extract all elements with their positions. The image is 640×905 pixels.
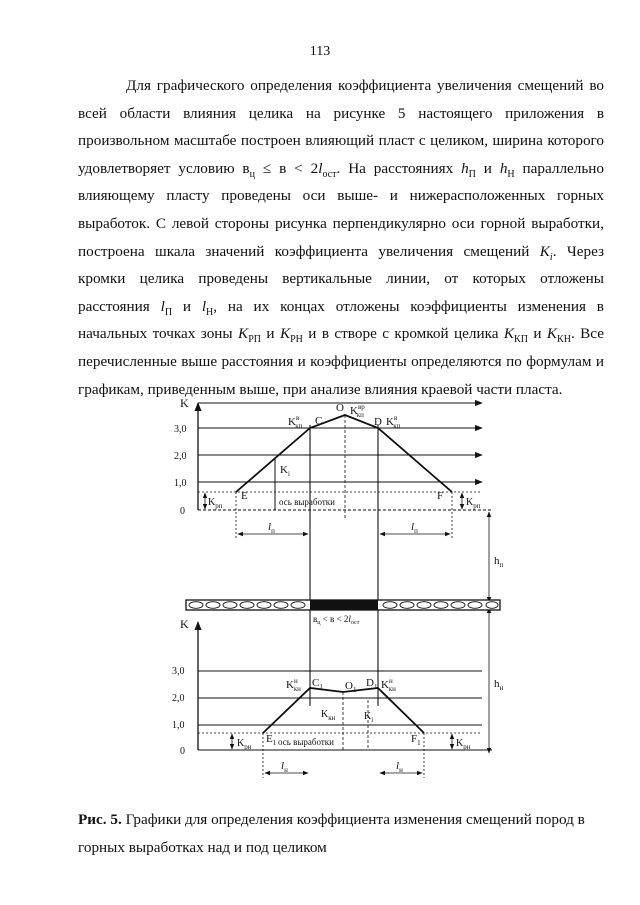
top-axis-label: ось выработки	[279, 497, 335, 507]
top-coefficient-curve	[236, 415, 452, 492]
top-krp-right-label: $K_{рп}$	[466, 497, 481, 510]
top-point-e: E	[241, 490, 248, 502]
bottom-axis-label: ось выработки	[278, 737, 334, 747]
bottom-krn-right-label: $K_{рн}$	[456, 738, 471, 751]
top-kkn-mid-label: $K^{вр}$ кп	[350, 403, 365, 419]
bottom-tick-2: 2,0	[172, 693, 185, 704]
top-tick-0: 0	[180, 506, 185, 517]
page-number: 113	[309, 44, 331, 59]
top-lp-left-label: $l_п$	[268, 521, 275, 535]
top-point-d: D	[374, 416, 382, 428]
coal-seam-band	[186, 600, 500, 610]
top-ki-label: $K_i$	[280, 464, 290, 478]
figure-caption-label: Рис. 5.	[78, 811, 122, 828]
bottom-kkn-mid-label: $K_{кн}$	[321, 709, 336, 722]
top-tick-2: 2,0	[174, 451, 187, 462]
bottom-ki-label: $K_i$	[364, 711, 374, 724]
top-point-f: F	[437, 490, 444, 502]
top-point-c: C	[315, 415, 323, 427]
bottom-tick-3: 3,0	[172, 666, 185, 677]
bottom-graph	[198, 622, 492, 778]
figure-caption-text: Графики для определения коэффициента изменения смещений пород в горных выработках над и под целиком	[78, 811, 585, 856]
bottom-tick-0: 0	[180, 746, 185, 757]
top-point-o: O	[336, 402, 344, 414]
bottom-ln-left-label: $l_н$	[281, 760, 288, 774]
bottom-kkn-right-label: $K^н$ кн	[381, 677, 396, 693]
bottom-k-label: K	[180, 617, 189, 631]
top-k-label: K	[180, 396, 189, 410]
bottom-krn-left-label: $K_{рн}$	[237, 738, 252, 751]
bottom-ln-right-label: $l_н$	[396, 760, 403, 774]
pillar-block	[310, 600, 378, 610]
bottom-tick-1: 1,0	[172, 720, 185, 731]
bottom-point-d1: $D_1$	[366, 677, 378, 691]
pillar-width-label: $в_ц < в < 2l_{ост}$	[313, 614, 360, 626]
top-tick-1: 1,0	[174, 478, 187, 489]
bottom-point-o1: $O_1$	[345, 680, 357, 694]
top-tick-3: 3,0	[174, 424, 187, 435]
figure-caption	[78, 806, 608, 862]
top-kkn-right-label: $K^в$ кп	[386, 414, 401, 430]
body-paragraph: Для графического определения коэффициента увеличения смещений во всей области влияния целика на рисунке 5 настоящего приложения в произвольном масштабе построен влияющий пласт с целиком, ширина которого удовлетворяет условию $в_ц \le в < 2l_{ост}$. На расстояниях $h_П$ и $h_Н$ параллельно влияющему пласту проведены оси выше- и нижерасположенных горных выработок. С левой стороны рисунка перпендикулярно оси горной выработки, построена шкала значений коэффициента увеличения смещений $K_i$. Через кромки целика проведены вертикальные линии, от которых отложены расстояния $l_П$ и $l_Н$, на их концах отложены коэффициенты изменения в начальных точках зоны $K_{РП}$ и $K_{РН}$ и в створе с кромкой целика $K_{КП}$ и $K_{КН}$. Все перечисленные выше расстояния и коэффициенты определяются по формулам и графикам, приведенным выше, при анализе влияния краевой части пласта.	[78, 77, 604, 398]
bottom-point-f1: $F_1$	[411, 733, 421, 747]
top-kkn-left-label: $K^в$ кп	[288, 414, 303, 430]
top-lp-right-label: $l_п$	[411, 521, 418, 535]
bottom-kkn-left-label: $K^н$ кн	[286, 677, 301, 693]
top-graph	[198, 403, 492, 540]
bottom-coefficient-curve	[263, 688, 424, 733]
top-krp-left-label: $K_{рп}$	[208, 497, 223, 510]
hn-label: $h_н$	[494, 678, 504, 692]
hp-label: $h_п$	[494, 555, 504, 569]
bottom-point-c1: $C_1$	[312, 677, 323, 691]
bottom-point-e1: $E_1$	[266, 733, 277, 747]
